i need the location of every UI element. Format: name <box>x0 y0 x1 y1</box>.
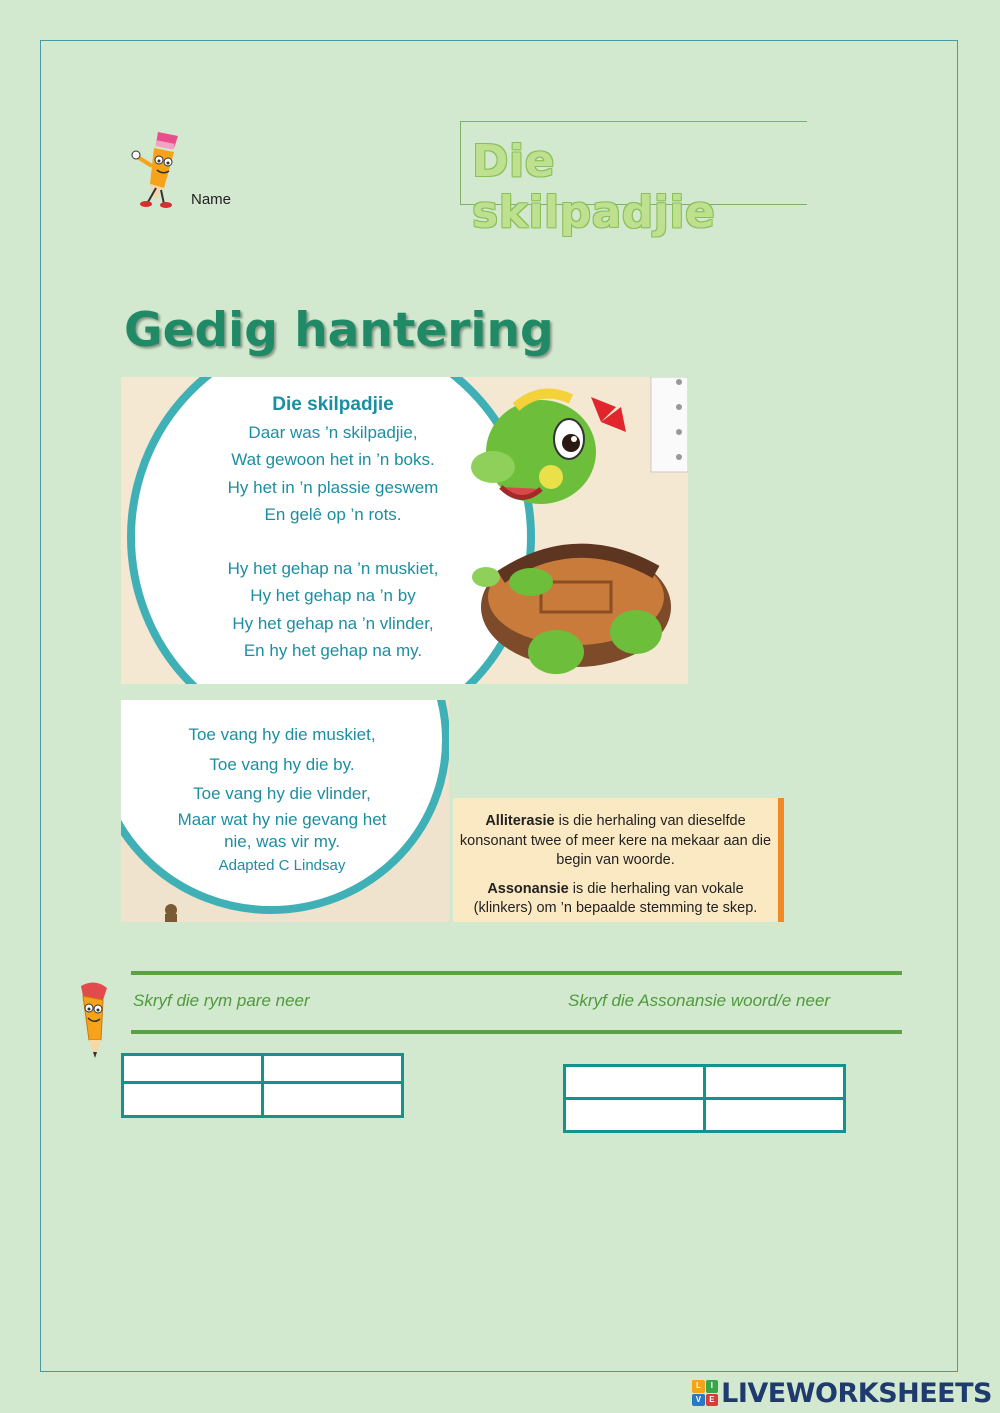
table-row <box>123 1083 403 1117</box>
answer-cell[interactable] <box>263 1055 403 1083</box>
divider-top <box>131 971 902 975</box>
poem-line: Wat gewoon het in ’n boks. <box>231 450 435 469</box>
logo-letter: L <box>692 1380 705 1393</box>
poem-line: Toe vang hy die muskiet, <box>188 725 376 744</box>
poem-line: Hy het gehap na ’n by <box>250 586 416 605</box>
logo-letter: E <box>706 1394 719 1407</box>
poem-line: Hy het in ’n plassie geswem <box>227 477 439 497</box>
answer-cell[interactable] <box>565 1066 705 1099</box>
poem-credit: Adapted C Lindsay <box>218 856 346 874</box>
pencil-mascot-icon <box>128 126 190 208</box>
poem-title: Die skilpadjie <box>272 394 394 415</box>
poem-line: En hy het gehap na my. <box>243 641 423 660</box>
poem-stanza-1 <box>183 391 483 665</box>
definitions-box <box>453 798 784 922</box>
table-row <box>565 1099 845 1132</box>
table-row <box>123 1055 403 1083</box>
answer-cell[interactable] <box>123 1083 263 1117</box>
poem-stanza-3 <box>169 720 395 879</box>
logo-letter: I <box>706 1380 719 1393</box>
answer-cell[interactable] <box>263 1083 403 1117</box>
poem-panel-top <box>121 377 688 684</box>
assonance-definition <box>453 880 778 919</box>
alliteration-text: is die herhaling van dieselfde konsonant twee of meer kere na mekaar aan die begin van woorde. <box>459 813 772 868</box>
assonance-table <box>563 1064 846 1133</box>
answer-cell[interactable] <box>565 1099 705 1132</box>
poem-line: Toe vang hy die vlinder, <box>193 784 371 803</box>
instruction-rhyme-pairs: Skryf die rym pare neer <box>133 991 310 1010</box>
instruction-assonance: Skryf die Assonansie woord/e neer <box>568 991 831 1010</box>
alliteration-term: Alliterasie <box>485 813 555 829</box>
pencil-mascot-icon <box>75 978 119 1064</box>
name-label: Name <box>191 191 232 208</box>
rhyme-pairs-table <box>121 1053 404 1118</box>
poem-line: Hy het gehap na ’n muskiet, <box>227 558 439 578</box>
divider-bottom <box>131 1030 902 1034</box>
answer-cell[interactable] <box>705 1099 845 1132</box>
liveworksheets-logo[interactable] <box>692 1375 992 1411</box>
answer-cell[interactable] <box>123 1055 263 1083</box>
poem-line: En gelê op ’n rots. <box>264 505 402 524</box>
brand-name: LIVEWORKSHEETS <box>721 1377 992 1409</box>
alliteration-definition <box>453 812 778 871</box>
table-row <box>565 1066 845 1099</box>
logo-letter: V <box>692 1394 705 1407</box>
poem-line: Maar wat hy nie gevang het nie, was vir my. <box>177 809 387 851</box>
assonance-text: is die herhaling van vokale (klinkers) om ’n bepaalde stemming te skep. <box>473 880 758 916</box>
poem-line: Toe vang hy die by. <box>209 754 355 774</box>
assonance-term: Assonansie <box>487 880 569 897</box>
poem-panel-bottom <box>121 700 449 922</box>
worksheet-title: Die skilpadjie <box>472 136 716 238</box>
title-box <box>460 121 807 238</box>
section-heading: Gedig hantering <box>124 303 554 358</box>
answer-cell[interactable] <box>705 1066 845 1099</box>
poem-line: Daar was ’n skilpadjie, <box>248 422 418 442</box>
logo-mark-icon <box>692 1380 718 1406</box>
poem-line: Hy het gehap na ’n vlinder, <box>232 613 434 633</box>
